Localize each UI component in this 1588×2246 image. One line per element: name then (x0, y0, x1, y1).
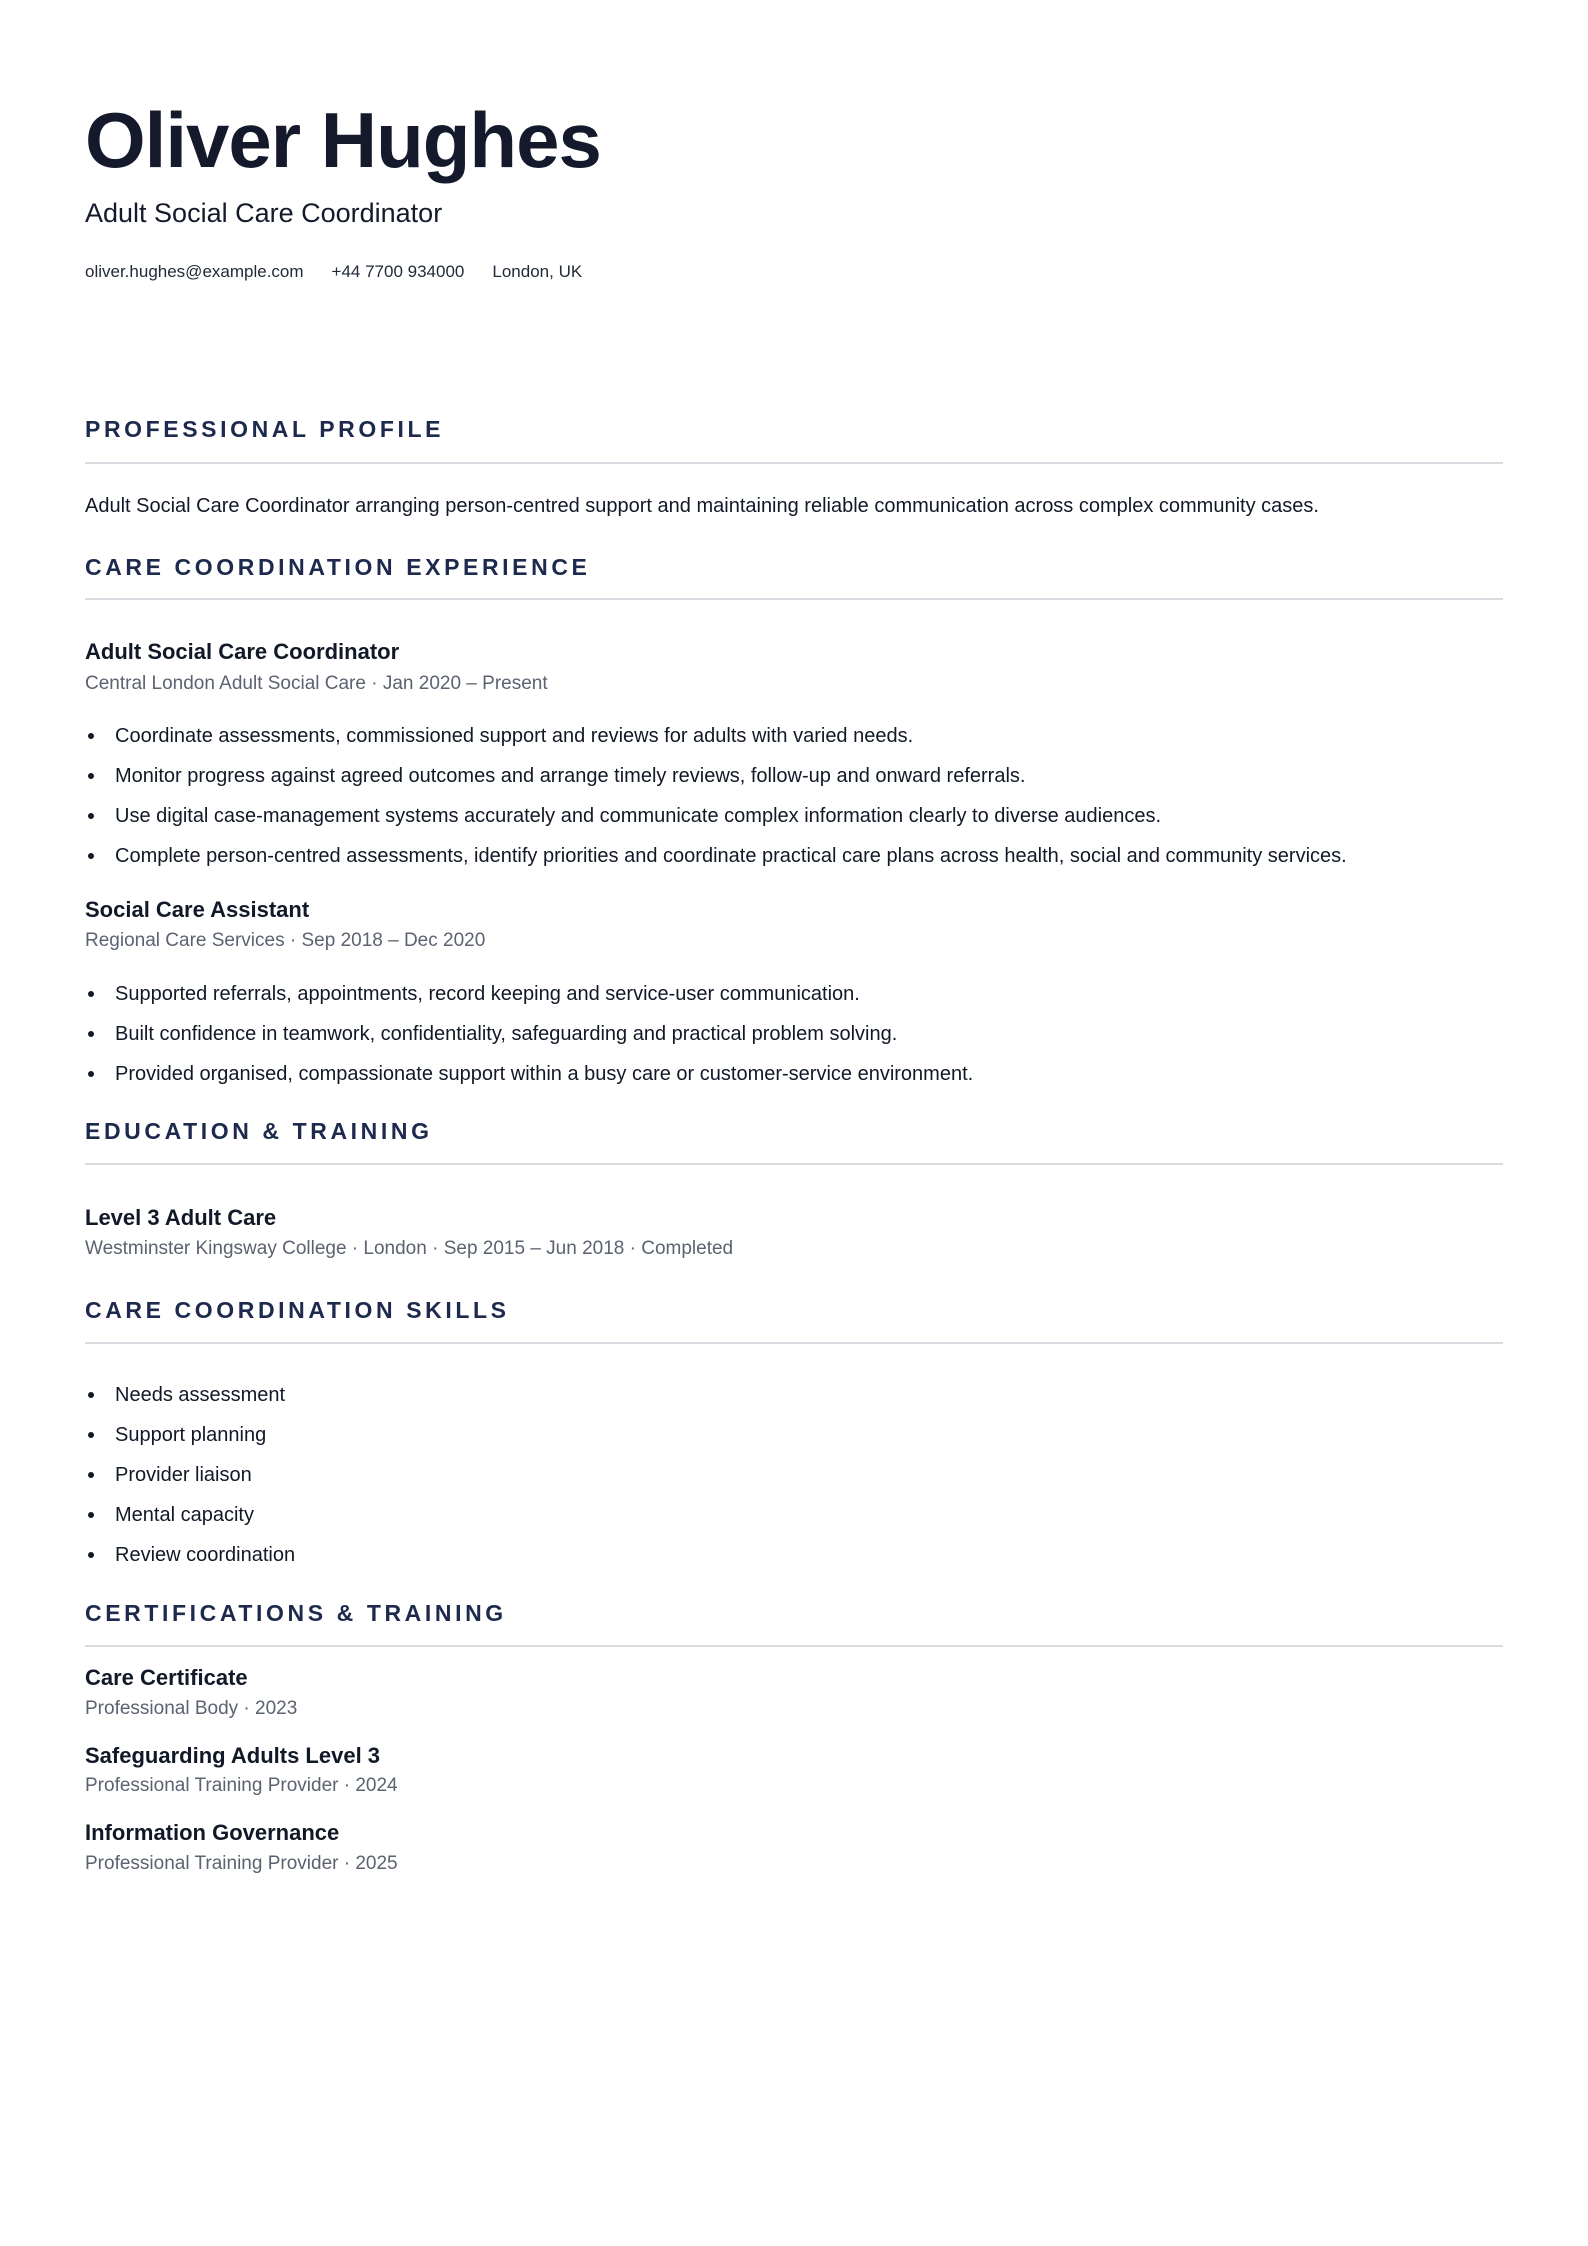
bullet-icon (88, 1472, 94, 1478)
contact-location: London, UK (492, 262, 583, 281)
bullet-icon (88, 1432, 94, 1438)
candidate-name: Oliver Hughes (85, 96, 601, 184)
certification-meta: Professional Training Provider · 2025 (85, 1853, 398, 1874)
section-divider (85, 462, 1503, 464)
job-meta: Central London Adult Social Care · Jan 2020 – Present (85, 673, 548, 694)
job-title: Adult Social Care Coordinator (85, 639, 400, 664)
certification-meta: Professional Body · 2023 (85, 1698, 298, 1719)
section-divider (85, 1163, 1503, 1165)
section-divider (85, 1645, 1503, 1647)
certification-meta: Professional Training Provider · 2024 (85, 1775, 398, 1796)
bullet-text: Use digital case-management systems accurately and communicate complex information clearly to diverse audiences. (115, 805, 1162, 827)
list-item (85, 980, 1503, 1020)
skill-text: Review coordination (115, 1544, 296, 1566)
section-divider (85, 1342, 1503, 1344)
section-heading-skills: CARE COORDINATION SKILLS (85, 1297, 510, 1323)
job-meta: Regional Care Services · Sep 2018 – Dec 2020 (85, 930, 486, 951)
skill-text: Provider liaison (115, 1464, 252, 1486)
bullet-icon (88, 1512, 94, 1518)
education-title: Level 3 Adult Care (85, 1205, 277, 1230)
skill-text: Mental capacity (115, 1504, 254, 1526)
section-heading-experience: CARE COORDINATION EXPERIENCE (85, 554, 591, 580)
job-title: Social Care Assistant (85, 897, 310, 922)
list-item (85, 1060, 1503, 1100)
certification-title: Safeguarding Adults Level 3 (85, 1743, 381, 1768)
contact-line (85, 261, 582, 283)
bullet-text: Complete person-centred assessments, identify priorities and coordinate practical care plans across health, social and community services. (115, 845, 1347, 867)
bullet-text: Coordinate assessments, commissioned support and reviews for adults with varied needs. (115, 725, 914, 747)
bullet-icon (88, 813, 94, 819)
list-item (85, 1381, 1503, 1421)
list-item (85, 722, 1503, 762)
section-heading-certifications: CERTIFICATIONS & TRAINING (85, 1600, 507, 1626)
section-heading-profile: PROFESSIONAL PROFILE (85, 416, 445, 442)
bullet-icon (88, 1392, 94, 1398)
section-heading-education: EDUCATION & TRAINING (85, 1118, 433, 1144)
profile-text: Adult Social Care Coordinator arranging person-centred support and maintaining reliable communication across complex community cases. (85, 495, 1319, 517)
bullet-icon (88, 1031, 94, 1037)
job-bullets (85, 980, 1503, 1100)
education-meta: Westminster Kingsway College · London · Sep 2015 – Jun 2018 · Completed (85, 1238, 734, 1259)
certification-title: Care Certificate (85, 1665, 248, 1690)
section-divider (85, 598, 1503, 600)
bullet-icon (88, 773, 94, 779)
list-item (85, 1461, 1503, 1501)
bullet-text: Provided organised, compassionate support within a busy care or customer-service environment. (115, 1063, 974, 1085)
bullet-icon (88, 1552, 94, 1558)
skills-list (85, 1381, 1503, 1581)
certification-title: Information Governance (85, 1820, 340, 1845)
bullet-text: Monitor progress against agreed outcomes and arrange timely reviews, follow-up and onward referrals. (115, 765, 1026, 787)
contact-phone[interactable]: +44 7700 934000 (331, 262, 465, 281)
bullet-text: Built confidence in teamwork, confidentiality, safeguarding and practical problem solving. (115, 1023, 898, 1045)
candidate-title: Adult Social Care Coordinator (85, 198, 443, 228)
list-item (85, 762, 1503, 802)
list-item (85, 1541, 1503, 1581)
list-item (85, 1421, 1503, 1461)
list-item (85, 842, 1503, 882)
list-item (85, 1020, 1503, 1060)
contact-email[interactable]: oliver.hughes@example.com (85, 262, 304, 281)
list-item (85, 802, 1503, 842)
bullet-icon (88, 991, 94, 997)
bullet-icon (88, 733, 94, 739)
skill-text: Needs assessment (115, 1384, 286, 1406)
bullet-icon (88, 853, 94, 859)
bullet-icon (88, 1071, 94, 1077)
skill-text: Support planning (115, 1424, 267, 1446)
bullet-text: Supported referrals, appointments, record keeping and service-user communication. (115, 983, 860, 1005)
job-bullets (85, 722, 1503, 882)
list-item (85, 1501, 1503, 1541)
